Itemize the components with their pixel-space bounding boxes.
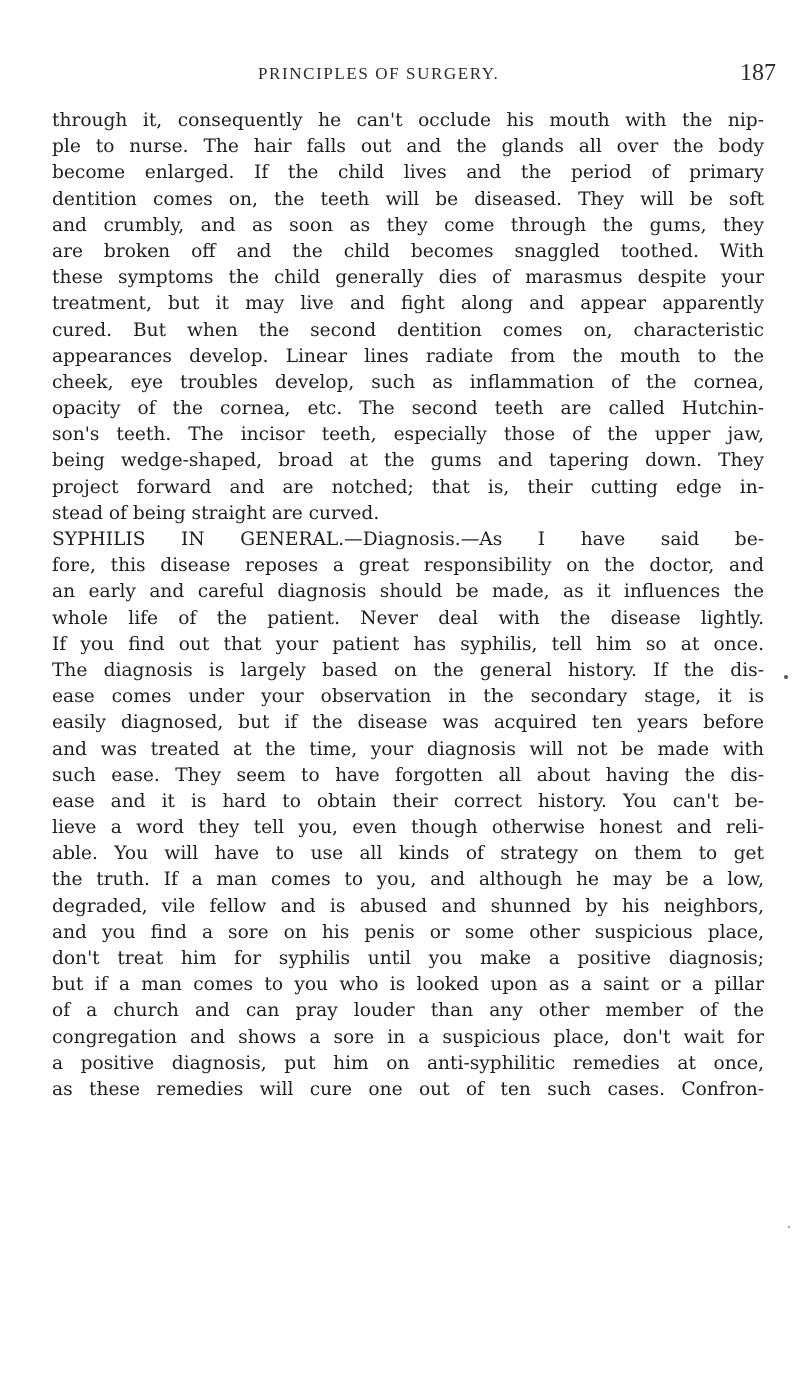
text-line: The diagnosis is largely based on the general history. If the dis- xyxy=(52,659,764,681)
text-line: an early and careful diagnosis should be made, as it influences the xyxy=(52,581,764,603)
text-line: ease comes under your observation in the secondary stage, it is xyxy=(52,686,764,708)
text-line: opacity of the cornea, etc. The second teeth are called Hutchin- xyxy=(52,398,764,420)
text-line: congregation and shows a sore in a suspicious place, don't wait for xyxy=(52,1026,764,1048)
text-line: being wedge-shaped, broad at the gums and tapering down. They xyxy=(52,450,764,472)
text-line: and was treated at the time, your diagnosis will not be made with xyxy=(52,738,764,760)
text-line: stead of being straight are curved. xyxy=(52,502,380,524)
text-line: easily diagnosed, but if the disease was acquired ten years before xyxy=(52,712,764,734)
text-line: dentition comes on, the teeth will be diseased. They will be soft xyxy=(52,188,764,210)
text-line: degraded, vile fellow and is abused and shunned by his neighbors, xyxy=(52,895,764,917)
text-line: treatment, but it may live and fight along and appear apparently xyxy=(52,293,764,315)
page-number: 187 xyxy=(740,60,776,86)
text-line: of a church and can pray louder than any other member of the xyxy=(52,1000,764,1022)
text-line: ease and it is hard to obtain their correct history. You can't be- xyxy=(52,790,764,812)
text-line: a positive diagnosis, put him on anti-syphilitic remedies at once, xyxy=(52,1052,764,1074)
text-line: whole life of the patient. Never deal with the disease lightly. xyxy=(52,607,764,629)
text-line: project forward and are notched; that is, their cutting edge in- xyxy=(52,476,764,498)
text-line: these symptoms the child generally dies of marasmus despite your xyxy=(52,267,764,289)
text-line: If you find out that your patient has syphilis, tell him so at once. xyxy=(52,633,764,655)
text-line: as these remedies will cure one out of ten such cases. Confron- xyxy=(52,1078,764,1100)
text-line: able. You will have to use all kinds of strategy on them to get xyxy=(52,843,764,865)
text-line: through it, consequently he can't occlude his mouth with the nip- xyxy=(52,110,764,131)
text-line: don't treat him for syphilis until you make a positive diagnosis; xyxy=(52,948,764,969)
margin-speck xyxy=(784,675,788,679)
text-line: cured. But when the second dentition comes on, characteristic xyxy=(52,319,764,341)
text-line: ple to nurse. The hair falls out and the glands all over the body xyxy=(52,136,764,158)
text-line: SYPHILIS IN GENERAL.—Diagnosis.—As I have said be- xyxy=(52,529,764,550)
text-line: are broken off and the child becomes snaggled toothed. With xyxy=(52,240,764,262)
text-line: son's teeth. The incisor teeth, especially those of the upper jaw, xyxy=(52,424,764,446)
margin-speck-small xyxy=(788,1226,790,1228)
text-line: appearances develop. Linear lines radiate from the mouth to the xyxy=(52,345,764,367)
text-line: the truth. If a man comes to you, and although he may be a low, xyxy=(52,869,764,891)
running-title: PRINCIPLES OF SURGERY. xyxy=(258,64,500,83)
text-line: fore, this disease reposes a great responsibility on the doctor, and xyxy=(52,555,764,577)
body-text xyxy=(52,108,764,1103)
text-line: and you find a sore on his penis or some other suspicious place, xyxy=(52,921,764,943)
text-line: lieve a word they tell you, even though otherwise honest and reli- xyxy=(52,817,764,839)
text-line: and crumbly, and as soon as they come through the gums, they xyxy=(52,214,764,236)
text-line: cheek, eye troubles develop, such as inflammation of the cornea, xyxy=(52,371,764,393)
text-line: such ease. They seem to have forgotten all about having the dis- xyxy=(52,764,764,786)
text-line: but if a man comes to you who is looked upon as a saint or a pillar xyxy=(52,974,764,996)
running-head xyxy=(0,60,800,92)
text-line: become enlarged. If the child lives and the period of primary xyxy=(52,162,764,184)
